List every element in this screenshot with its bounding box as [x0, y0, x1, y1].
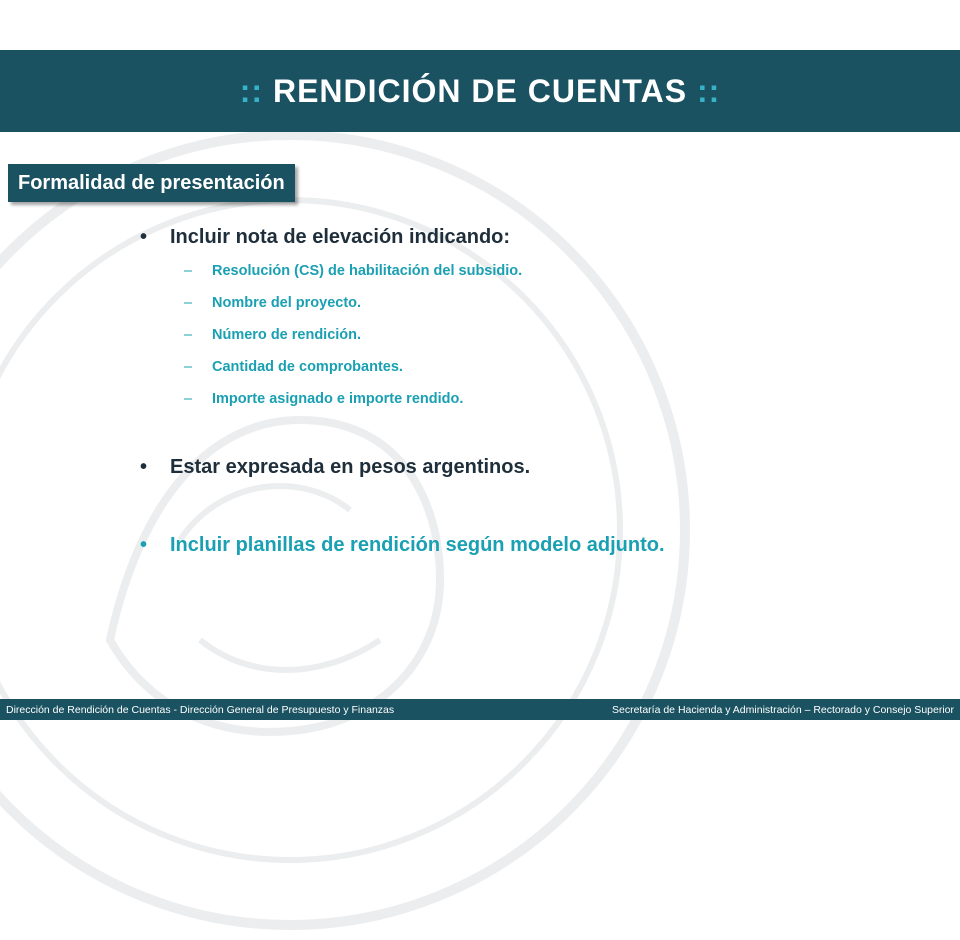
title-decoration-left: ::: [239, 72, 264, 109]
bullet-icon: •: [140, 534, 148, 556]
section-heading: Formalidad de presentación: [8, 164, 295, 202]
sub-list-item: [184, 319, 522, 351]
sub-list-item: [184, 287, 522, 319]
footer-right-text: Secretaría de Hacienda y Administración – Rectorado y Consejo Superior: [611, 703, 954, 716]
bullet-icon: •: [140, 456, 148, 478]
dash-icon: –: [184, 263, 193, 279]
sub-item-text: Cantidad de comprobantes.: [212, 359, 403, 375]
bullet-group-1: [140, 226, 522, 415]
title-text: RENDICIÓN DE CUENTAS: [272, 72, 688, 109]
dash-icon: –: [184, 295, 193, 311]
sub-list-item: [184, 255, 522, 287]
dash-icon: –: [184, 327, 193, 343]
sub-item-text: Importe asignado e importe rendido.: [212, 391, 464, 407]
bullet-item: [140, 534, 665, 557]
footer-left-text: Dirección de Rendición de Cuentas - Dirección General de Presupuesto y Finanzas: [6, 703, 395, 716]
sub-list-item: [184, 383, 522, 415]
bullet-item: [140, 456, 530, 479]
page-title: [240, 73, 721, 110]
bullet-icon: •: [140, 226, 148, 248]
dash-icon: –: [184, 359, 193, 375]
dash-icon: –: [184, 391, 193, 407]
bullet-text: Incluir nota de elevación indicando:: [170, 226, 511, 248]
sub-item-text: Número de rendición.: [212, 327, 362, 343]
title-banner: [0, 50, 960, 132]
sub-list-item: [184, 351, 522, 383]
sub-item-text: Resolución (CS) de habilitación del subsidio.: [212, 263, 523, 279]
title-decoration-right: ::: [696, 72, 721, 109]
bullet-text: Incluir planillas de rendición según modelo adjunto.: [170, 534, 665, 556]
bullet-item: [140, 226, 522, 249]
sub-list: [184, 255, 522, 415]
bullet-text: Estar expresada en pesos argentinos.: [170, 456, 531, 478]
sub-item-text: Nombre del proyecto.: [212, 295, 362, 311]
footer-bar: [0, 699, 960, 720]
